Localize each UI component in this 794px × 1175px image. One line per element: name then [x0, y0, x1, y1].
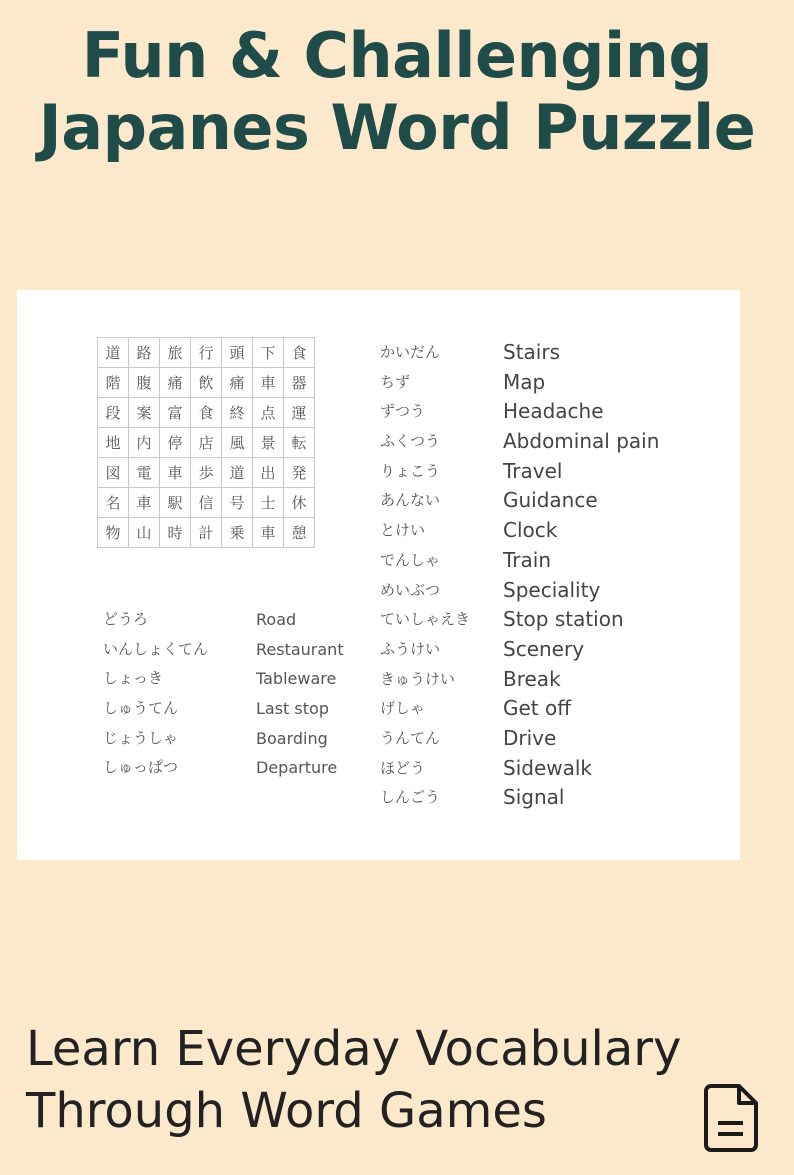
- grid-cell[interactable]: 歩: [191, 458, 222, 488]
- word-english: Get off: [503, 696, 572, 721]
- word-english: Stairs: [503, 340, 560, 364]
- word-english: Guidance: [503, 488, 598, 513]
- grid-cell[interactable]: 終: [222, 398, 253, 428]
- grid-cell[interactable]: 駅: [160, 488, 191, 518]
- title-line-2: Japanes Word Puzzle: [38, 91, 756, 164]
- grid-cell[interactable]: 憩: [284, 518, 315, 548]
- word-english: Restaurant: [256, 639, 344, 659]
- word-kana: じょうしゃ: [103, 728, 179, 747]
- grid-cell[interactable]: 車: [253, 518, 284, 548]
- grid-cell[interactable]: 食: [191, 398, 222, 428]
- grid-cell[interactable]: 運: [284, 398, 315, 428]
- word-kana: げしゃ: [380, 699, 426, 718]
- grid-cell[interactable]: 地: [98, 428, 129, 458]
- word-english: Travel: [503, 458, 563, 483]
- grid-cell[interactable]: 下: [253, 338, 284, 368]
- grid-cell[interactable]: 食: [284, 338, 315, 368]
- puzzle-card: [17, 290, 740, 860]
- grid-cell[interactable]: 頭: [222, 338, 253, 368]
- grid-cell[interactable]: 飲: [191, 368, 222, 398]
- grid-cell[interactable]: 車: [253, 368, 284, 398]
- word-list-left-english: [256, 605, 344, 783]
- grid-row: [98, 398, 315, 428]
- grid-row: [98, 488, 315, 518]
- grid-cell[interactable]: 器: [284, 368, 315, 398]
- grid-cell[interactable]: 車: [160, 458, 191, 488]
- grid-row: [98, 518, 315, 548]
- word-english: Stop station: [503, 607, 624, 632]
- word-kana: あんない: [380, 491, 441, 510]
- grid-cell[interactable]: 路: [129, 338, 160, 368]
- word-english: Last stop: [256, 699, 329, 719]
- grid-cell[interactable]: 信: [191, 488, 222, 518]
- word-english: Signal: [503, 785, 565, 810]
- title-line-1: Fun & Challenging: [81, 19, 713, 92]
- footer-line-1: Learn Everyday Vocabulary: [26, 1021, 682, 1077]
- kanji-grid: [97, 337, 315, 548]
- word-kana: でんしゃ: [380, 550, 441, 569]
- word-list-english: [503, 338, 659, 813]
- grid-cell[interactable]: 案: [129, 398, 160, 428]
- grid-cell[interactable]: 図: [98, 458, 129, 488]
- word-english: Break: [503, 666, 561, 691]
- word-english: Scenery: [503, 636, 585, 661]
- word-english: Sidewalk: [503, 755, 593, 780]
- word-english: Train: [503, 547, 551, 572]
- grid-cell[interactable]: 号: [222, 488, 253, 518]
- grid-row: [98, 368, 315, 398]
- grid-cell[interactable]: 段: [98, 398, 129, 428]
- word-english: Road: [256, 610, 297, 629]
- word-english: Headache: [503, 399, 604, 424]
- grid-cell[interactable]: 電: [129, 458, 160, 488]
- grid-row: [98, 458, 315, 488]
- word-kana: とけい: [380, 521, 426, 540]
- word-kana: めいぶつ: [380, 580, 441, 599]
- grid-cell[interactable]: 計: [191, 518, 222, 548]
- grid-row: [98, 428, 315, 458]
- grid-cell[interactable]: 点: [253, 398, 284, 428]
- word-kana: いんしょくてん: [103, 639, 209, 658]
- word-kana: うんてん: [380, 728, 441, 747]
- word-english: Clock: [503, 518, 558, 543]
- word-kana: ていしゃえき: [380, 610, 471, 629]
- grid-cell[interactable]: 山: [129, 518, 160, 548]
- footer-line-2: Through Word Games: [26, 1083, 547, 1139]
- word-kana: ふうけい: [380, 639, 441, 658]
- word-list-left-kana: [103, 605, 208, 783]
- grid-cell[interactable]: 痛: [222, 368, 253, 398]
- grid-cell[interactable]: 休: [284, 488, 315, 518]
- grid-cell[interactable]: 腹: [129, 368, 160, 398]
- grid-cell[interactable]: 道: [98, 338, 129, 368]
- grid-cell[interactable]: 痛: [160, 368, 191, 398]
- grid-row: [98, 338, 315, 368]
- grid-cell[interactable]: 士: [253, 488, 284, 518]
- word-kana: しゅっぱつ: [103, 758, 179, 777]
- grid-cell[interactable]: 景: [253, 428, 284, 458]
- word-kana: ずつう: [380, 402, 426, 421]
- grid-cell[interactable]: 時: [160, 518, 191, 548]
- word-english: Boarding: [256, 728, 328, 748]
- grid-cell[interactable]: 富: [160, 398, 191, 428]
- grid-cell[interactable]: 発: [284, 458, 315, 488]
- footer-text: [26, 1018, 681, 1142]
- grid-cell[interactable]: 転: [284, 428, 315, 458]
- word-kana: しゅうてん: [103, 699, 179, 718]
- grid-cell[interactable]: 名: [98, 488, 129, 518]
- grid-cell[interactable]: 物: [98, 518, 129, 548]
- word-kana: しょっき: [103, 669, 164, 688]
- grid-cell[interactable]: 旅: [160, 338, 191, 368]
- grid-cell[interactable]: 風: [222, 428, 253, 458]
- document-icon[interactable]: [703, 1083, 759, 1153]
- word-kana: ふくつう: [380, 432, 441, 451]
- word-english: Departure: [256, 758, 338, 778]
- grid-cell[interactable]: 内: [129, 428, 160, 458]
- word-kana: きゅうけい: [380, 669, 456, 688]
- word-english: Tableware: [256, 669, 337, 689]
- word-english: Map: [503, 369, 546, 394]
- word-english: Drive: [503, 725, 557, 750]
- grid-cell[interactable]: 車: [129, 488, 160, 518]
- word-kana: かいだん: [380, 343, 441, 361]
- grid-cell[interactable]: 店: [191, 428, 222, 458]
- grid-cell[interactable]: 乗: [222, 518, 253, 548]
- grid-cell[interactable]: 行: [191, 338, 222, 368]
- word-kana: ほどう: [380, 758, 426, 777]
- word-kana: どうろ: [103, 610, 149, 628]
- word-kana: りょこう: [380, 461, 441, 480]
- grid-cell[interactable]: 停: [160, 428, 191, 458]
- word-english: Abdominal pain: [503, 429, 660, 454]
- word-english: Speciality: [503, 577, 601, 602]
- word-kana: ちず: [380, 372, 411, 391]
- word-list-kana: [380, 338, 470, 813]
- grid-cell[interactable]: 道: [222, 458, 253, 488]
- grid-cell[interactable]: 階: [98, 368, 129, 398]
- grid-cell[interactable]: 出: [253, 458, 284, 488]
- word-kana: しんごう: [380, 788, 441, 807]
